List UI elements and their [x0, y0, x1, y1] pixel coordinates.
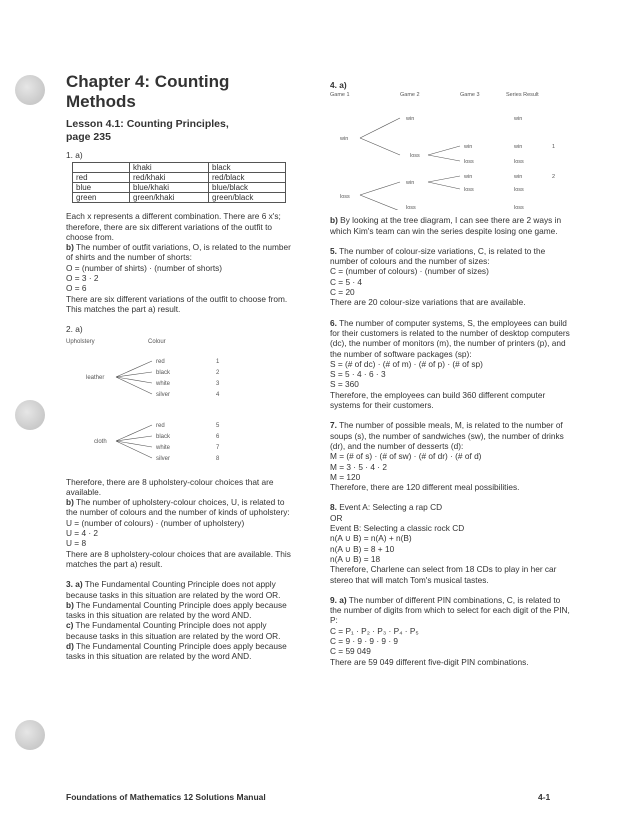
- table-cell: khaki: [130, 163, 209, 173]
- tree-node: 2: [552, 174, 556, 181]
- tree-node: win: [464, 174, 473, 181]
- q8: [330, 502, 570, 512]
- table-cell: [73, 163, 130, 173]
- paragraph: The number of upholstery-colour choices, U, is related to the number of colours and the number of kinds of upholstery:: [66, 497, 290, 518]
- equation: C = 5 · 4: [330, 276, 363, 287]
- tree-node: black: [156, 369, 171, 376]
- q3-c: [66, 620, 298, 641]
- table-cell: red/khaki: [130, 173, 209, 183]
- paragraph: Event A: Selecting a rap CD: [339, 502, 443, 513]
- tree-node: win: [514, 174, 523, 181]
- table-row: [73, 183, 286, 193]
- binder-hole-middle: [15, 400, 45, 430]
- equation: M = (# of s) · (# of sw) · (# of dr) · (# of d): [330, 451, 482, 462]
- equation: n(A ∪ B) = 8 + 10: [330, 543, 395, 554]
- equation: C = 59 049: [330, 646, 371, 657]
- paragraph: The Fundamental Counting Principle does apply because tasks in this situation are related by the word AND.: [66, 599, 287, 621]
- tree-node: win: [406, 116, 415, 123]
- paragraph: The Fundamental Counting Principle does not apply because tasks in this situation are related by the word OR.: [66, 620, 281, 641]
- paragraph: Therefore, Charlene can select from 18 CDs to play in her car stereo that will match Tom's musical tastes.: [330, 564, 557, 585]
- tree-node: black: [156, 433, 171, 440]
- lesson-page: page 235: [66, 131, 111, 143]
- tree-node: win: [514, 116, 523, 123]
- q3-a: [66, 579, 298, 600]
- tree-node: loss: [464, 187, 474, 194]
- table-row: [73, 193, 286, 203]
- equation: O = (number of shirts) · (number of shorts): [66, 262, 223, 273]
- equation: O = 6: [66, 283, 87, 294]
- paragraph: Event B: Selecting a classic rock CD: [330, 523, 465, 534]
- q9: [330, 595, 570, 626]
- paragraph: There are 8 upholstery-colour choices that are available. This matches the part a) result.: [66, 548, 291, 569]
- paragraph: The number of possible meals, M, is related to the number of soups (s), the number of sandwiches (sw), the number of drinks (dr), and the number of desserts (d):: [330, 420, 564, 451]
- q1-combination-table: [72, 162, 286, 203]
- tree-header: Series Result: [506, 92, 539, 99]
- paragraph: The Fundamental Counting Principle does apply because tasks in this situation are related by the word AND.: [66, 641, 287, 662]
- tree-branch: [116, 377, 152, 383]
- paragraph: Therefore, there are 8 upholstery-colour choices that are available.: [66, 476, 274, 497]
- equation: U = (number of colours) · (number of upholstery): [66, 517, 245, 528]
- tree-node: loss: [340, 194, 350, 201]
- equation: O = 3 · 2: [66, 273, 99, 284]
- question-number: 9. a): [330, 594, 347, 605]
- lesson-title: Lesson 4.1: Counting Principles,: [66, 118, 229, 130]
- q6: [330, 318, 570, 359]
- q1-label: 1. a): [66, 150, 83, 160]
- q2-text-b: [66, 497, 298, 518]
- tree-branch: [116, 441, 152, 447]
- binder-hole-top: [15, 75, 45, 105]
- part-label: c): [66, 620, 74, 631]
- part-label: b): [66, 242, 74, 253]
- equation: n(A ∪ B) = n(A) + n(B): [330, 533, 412, 544]
- tree-node: white: [156, 444, 171, 451]
- page-number: 4-1: [538, 792, 551, 802]
- paragraph: There are 20 colour-size variations that are available.: [330, 297, 526, 308]
- table-cell: red: [73, 173, 130, 183]
- part-label: 3. a): [66, 579, 83, 590]
- tree-node: loss: [464, 159, 474, 166]
- tree-node: leather: [86, 374, 105, 381]
- tree-node-number: 3: [216, 380, 220, 387]
- paragraph: The number of different PIN combinations, C, is related to the number of digits from which to select for each digit of the PIN, P:: [330, 594, 570, 626]
- q1-text-a: Each x represents a different combination. There are 6 x's; therefore, there are six different variations of the outfit to choose from.: [66, 211, 281, 242]
- tree-node-number: 8: [216, 455, 220, 462]
- q3-d: [66, 641, 298, 662]
- tree-node: silver: [156, 455, 171, 462]
- tree-node: cloth: [94, 438, 107, 445]
- q2-label: 2. a): [66, 324, 83, 335]
- tree-node-number: 4: [216, 391, 220, 398]
- paragraph: The number of computer systems, S, the employees can build for their customers is related to the number of desktop computers (dc), the number of monitors (m), the number of printers (p), and the number of software packages (sp):: [330, 317, 570, 359]
- q4-label: 4. a): [330, 80, 347, 90]
- footer-title: Foundations of Mathematics 12 Solutions Manual: [66, 792, 266, 802]
- tree-header: Game 1: [330, 92, 350, 99]
- equation: C = P₁ · P₂ · P₃ · P₄ · P₅: [330, 625, 419, 636]
- tree-branch: [116, 441, 152, 458]
- tree-node: red: [156, 422, 165, 429]
- table-cell: black: [209, 163, 286, 173]
- tree-node-number: 6: [216, 433, 220, 440]
- chapter-title: Chapter 4: Counting Methods: [66, 72, 230, 111]
- equation: C = 20: [330, 287, 355, 298]
- equation: S = 360: [330, 379, 359, 390]
- q5: [330, 246, 570, 267]
- paragraph: There are six different variations of the outfit to choose from. This matches the part a) result.: [66, 293, 288, 314]
- equation: M = 3 · 5 · 4 · 2: [330, 461, 387, 472]
- tree-node: loss: [406, 205, 416, 211]
- paragraph: There are 59 049 different five-digit PIN combinations.: [330, 656, 529, 667]
- left-column: [66, 72, 298, 662]
- q3-b: [66, 600, 298, 621]
- table-row: [73, 163, 286, 173]
- table-cell: green/khaki: [130, 193, 209, 203]
- upholstery-tree-diagram: [66, 335, 296, 477]
- q1-text-b: [66, 242, 298, 263]
- tree-header: Game 3: [460, 92, 480, 99]
- tree-node: 1: [552, 144, 556, 151]
- equation: C = 9 · 9 · 9 · 9 · 9: [330, 635, 399, 646]
- table-cell: blue/khaki: [130, 183, 209, 193]
- tree-header: Upholstery: [66, 338, 95, 345]
- tree-node: red: [156, 358, 165, 365]
- tree-header: Colour: [148, 338, 166, 345]
- paragraph: The number of colour-size variations, C, is related to the number of colours and the number of sizes:: [330, 245, 546, 267]
- tree-node: loss: [410, 153, 420, 160]
- part-label: b): [66, 497, 74, 508]
- part-label: b): [330, 215, 338, 226]
- question-number: 7.: [330, 420, 337, 431]
- tree-node: win: [340, 136, 349, 143]
- tree-node-number: 1: [216, 358, 220, 365]
- question-number: 8.: [330, 502, 337, 513]
- tree-node: win: [464, 144, 473, 151]
- tree-node-number: 2: [216, 369, 220, 376]
- table-cell: blue: [73, 183, 130, 193]
- question-number: 5.: [330, 245, 337, 256]
- table-cell: green: [73, 193, 130, 203]
- tree-node: loss: [514, 187, 524, 194]
- equation: S = 5 · 4 · 6 · 3: [330, 369, 386, 380]
- series-tree-diagram: [330, 90, 570, 210]
- question-number: 6.: [330, 317, 337, 328]
- paragraph: OR: [330, 512, 343, 523]
- table-cell: red/black: [209, 173, 286, 183]
- paragraph: Therefore, there are 120 different meal possibilities.: [330, 482, 520, 493]
- part-label: d): [66, 641, 74, 652]
- tree-branch: [116, 377, 152, 394]
- equation: U = 4 · 2: [66, 528, 99, 539]
- tree-node-number: 7: [216, 444, 220, 451]
- tree-node-number: 5: [216, 422, 220, 429]
- equation: M = 120: [330, 471, 361, 482]
- binder-hole-bottom: [15, 720, 45, 750]
- table-cell: green/black: [209, 193, 286, 203]
- tree-node: win: [514, 144, 523, 151]
- equation: U = 8: [66, 538, 87, 549]
- tree-node: win: [406, 180, 415, 187]
- equation: S = (# of dc) · (# of m) · (# of p) · (# of sp): [330, 358, 483, 369]
- tree-node: silver: [156, 391, 171, 398]
- tree-node: loss: [514, 205, 524, 211]
- tree-header: Game 2: [400, 92, 420, 99]
- equation: n(A ∪ B) = 18: [330, 553, 381, 564]
- tree-node: white: [156, 380, 171, 387]
- right-column: [330, 80, 570, 667]
- q4-b: [330, 215, 570, 236]
- q7: [330, 420, 570, 451]
- table-cell: blue/black: [209, 183, 286, 193]
- table-row: [73, 173, 286, 183]
- part-label: b): [66, 599, 74, 610]
- paragraph: The number of outfit variations, O, is related to the number of shirts and the number of shorts:: [66, 242, 291, 263]
- paragraph: Therefore, the employees can build 360 different computer systems for their customers.: [330, 389, 546, 411]
- equation: C = (number of colours) · (number of sizes): [330, 266, 489, 277]
- tree-node: loss: [514, 159, 524, 166]
- paragraph: The Fundamental Counting Principle does not apply because tasks in this situation are related by the word OR.: [66, 579, 281, 600]
- paragraph: By looking at the tree diagram, I can see there are 2 ways in which Kim's team can win the series despite losing one game.: [330, 215, 562, 236]
